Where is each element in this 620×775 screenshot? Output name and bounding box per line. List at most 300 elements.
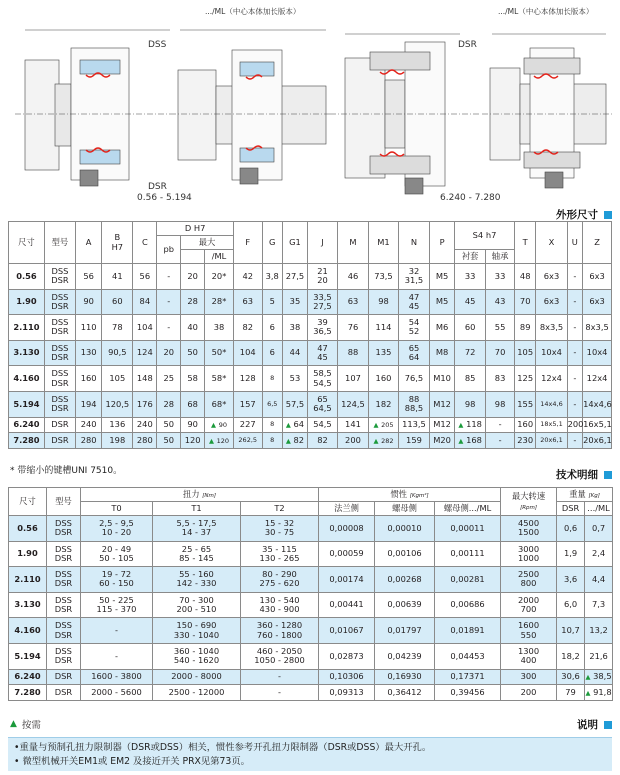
dim-cell-ml [205, 417, 234, 433]
heading-square-icon [604, 471, 612, 479]
tech-cell-size: 4.160 [9, 618, 47, 644]
dim-cell-g1: 44 [282, 340, 307, 366]
th-s-bearing: 轴承 [486, 250, 515, 264]
dim-cell-pb: 20 [157, 340, 181, 366]
dim-cell-c: 104 [133, 315, 157, 341]
dim-cell-p: M10 [430, 366, 455, 392]
dim-cell-f: 82 [233, 315, 262, 341]
dim-value-s1: 118 [466, 419, 482, 430]
legend-label: 按需 [21, 720, 41, 731]
dim-cell-f: 128 [233, 366, 262, 392]
drawing-svg [0, 0, 620, 208]
dim-cell-n: 76,5 [398, 366, 429, 392]
dim-cell-u: - [567, 289, 583, 315]
dimensions-footnote: * 带缩小的键槽UNI 7510。 [10, 466, 123, 476]
tech-cell-t2: 15 - 32 30 - 75 [241, 516, 319, 542]
tech-cell-t0: 19 - 72 60 - 150 [81, 567, 153, 593]
dim-cell-size: 3.130 [9, 340, 45, 366]
dim-cell-size: 0.56 [9, 264, 45, 290]
tech-cell-w1: 6,0 [557, 592, 585, 618]
dim-cell-c: 56 [133, 264, 157, 290]
tech-cell-speed: 200 [501, 685, 557, 701]
dim-cell-m1 [369, 433, 399, 449]
dim-cell-f: 63 [233, 289, 262, 315]
tech-cell-w2: 4,4 [585, 567, 613, 593]
dim-cell-pb: 28 [157, 391, 181, 417]
dim-cell-p: M12 [430, 417, 455, 433]
th-g1: G1 [282, 222, 307, 264]
tech-cell-w2: 0,7 [585, 516, 613, 542]
dimensions-row [9, 391, 612, 417]
tech-cell-i2: 0,00268 [375, 567, 435, 593]
th-b-label: B [114, 232, 121, 243]
tth-speed-label: 最大转速 [511, 491, 546, 502]
dim-value-m1: 205 [381, 421, 394, 430]
dimensions-title: 外形尺寸 [556, 209, 598, 221]
th-p: P [430, 222, 455, 264]
dim-cell-a: 56 [75, 264, 101, 290]
tech-cell-t0: 20 - 49 50 - 105 [81, 541, 153, 567]
tech-cell-speed: 1300 400 [501, 643, 557, 669]
triangle-icon: ▲ [285, 421, 291, 430]
th-u: U [567, 222, 583, 264]
dim-cell-x: 10x4 [536, 340, 567, 366]
triangle-icon: ▲ [373, 421, 379, 430]
tech-cell-t2: 460 - 2050 1050 - 2800 [241, 643, 319, 669]
tech-cell-speed: 2000 700 [501, 592, 557, 618]
tech-cell-w2: 7,3 [585, 592, 613, 618]
tech-cell-i3: 0,00686 [435, 592, 501, 618]
dim-cell-m: 63 [337, 289, 368, 315]
dim-cell-z: 6x3 [583, 289, 612, 315]
dimensions-row [9, 264, 612, 290]
technical-row [9, 643, 613, 669]
th-z: Z [583, 222, 612, 264]
tech-cell-size: 7.280 [9, 685, 47, 701]
dim-cell-g: 6 [262, 315, 282, 341]
dim-cell-max: 28 [181, 289, 205, 315]
dim-cell-x: 8x3,5 [536, 315, 567, 341]
tech-cell-i3: 0,04453 [435, 643, 501, 669]
tech-cell-size: 0.56 [9, 516, 47, 542]
dim-cell-t: 155 [514, 391, 536, 417]
tech-cell-t1: 5,5 - 17,5 14 - 37 [153, 516, 241, 542]
dimensions-row [9, 417, 612, 433]
tech-cell-i1: 0,01067 [319, 618, 375, 644]
dim-cell-m: 88 [337, 340, 368, 366]
th-f: F [233, 222, 262, 264]
tech-cell-i2: 0,16930 [375, 669, 435, 685]
tth-flange: 法兰侧 [319, 502, 375, 516]
dim-cell-model: DSS DSR [44, 264, 75, 290]
dim-cell-size: 7.280 [9, 433, 45, 449]
dim-cell-ml: 50* [205, 340, 234, 366]
tech-cell-t1: 2500 - 12000 [153, 685, 241, 701]
tth-nut: 螺母侧 [375, 502, 435, 516]
tech-cell-i3: 0,39456 [435, 685, 501, 701]
tech-cell-t2: 80 - 290 275 - 620 [241, 567, 319, 593]
dim-cell-pb: 50 [157, 433, 181, 449]
drawing-dss-ml [170, 30, 330, 184]
dim-value-s1: 168 [466, 434, 482, 445]
dim-cell-size: 4.160 [9, 366, 45, 392]
dim-cell-c: 176 [133, 391, 157, 417]
dimensions-row [9, 315, 612, 341]
dim-cell-p: M20 [430, 433, 455, 449]
tech-cell-t2: 360 - 1280 760 - 1800 [241, 618, 319, 644]
dim-cell-ml: 38 [205, 315, 234, 341]
dim-cell-a: 194 [75, 391, 101, 417]
dim-cell-a: 130 [75, 340, 101, 366]
th-n: N [398, 222, 429, 264]
dim-cell-s2: 83 [486, 366, 515, 392]
dim-cell-max: 40 [181, 315, 205, 341]
dsr-left-range: 0.56 - 5.194 [137, 193, 192, 203]
dim-value-g1: 82 [293, 434, 305, 445]
tech-cell-t0: 2,5 - 9,5 10 - 20 [81, 516, 153, 542]
notes-box [8, 737, 612, 771]
dim-cell-g: 3,8 [262, 264, 282, 290]
dim-value-ml: 90 [218, 421, 227, 430]
tech-cell-w1: 1,9 [557, 541, 585, 567]
th-c: C [133, 222, 157, 264]
dim-cell-g: 8 [262, 433, 282, 449]
dim-cell-model: DSS DSR [44, 366, 75, 392]
technical-row [9, 592, 613, 618]
tech-cell-w2 [585, 685, 613, 701]
legend [10, 717, 41, 731]
dim-cell-model: DSR [44, 417, 75, 433]
tech-cell-t0: 50 - 225 115 - 370 [81, 592, 153, 618]
dim-cell-n: 65 64 [398, 340, 429, 366]
tech-cell-t0: 2000 - 5600 [81, 685, 153, 701]
tech-cell-i1: 0,00008 [319, 516, 375, 542]
dim-cell-s2: - [486, 417, 515, 433]
tech-cell-model: DSS DSR [47, 618, 81, 644]
note-1: •重量与预制孔扭力限制器（DSR或DSS）相关，惯性参考开孔扭力限制器（DSR或DSS）最大开孔。 [14, 742, 432, 753]
th-g: G [262, 222, 282, 264]
tech-cell-w2: 2,4 [585, 541, 613, 567]
ml-caption-1: .../ML（中心本体加长版本） [205, 7, 301, 16]
dim-cell-model: DSS DSR [44, 289, 75, 315]
heading-square-icon [604, 721, 612, 729]
dim-cell-f: 157 [233, 391, 262, 417]
dim-cell-z: 12x4 [583, 366, 612, 392]
tech-cell-i2: 0,00639 [375, 592, 435, 618]
dim-cell-n: 159 [398, 433, 429, 449]
dim-cell-s2: 98 [486, 391, 515, 417]
tth-weight [557, 488, 613, 502]
th-x: X [536, 222, 567, 264]
dim-cell-s2: 33 [486, 264, 515, 290]
tech-cell-i2: 0,00010 [375, 516, 435, 542]
tth-inertia-unit: [Kgm²] [409, 492, 429, 499]
dim-cell-pb: 50 [157, 417, 181, 433]
tech-cell-i2: 0,36412 [375, 685, 435, 701]
dim-cell-s1: 98 [455, 391, 486, 417]
th-size: 尺寸 [9, 222, 45, 264]
heading-square-icon [604, 211, 612, 219]
dim-cell-u: - [567, 340, 583, 366]
dim-cell-b: 120,5 [102, 391, 133, 417]
dim-cell-x: 18x5,1 [536, 417, 567, 433]
dim-cell-s2: 70 [486, 340, 515, 366]
tech-cell-i1: 0,00174 [319, 567, 375, 593]
dim-cell-g: 8 [262, 366, 282, 392]
tech-cell-w1: 79 [557, 685, 585, 701]
tech-cell-size: 6.240 [9, 669, 47, 685]
dim-cell-ml: 68* [205, 391, 234, 417]
th-max-blank [181, 250, 205, 264]
dim-cell-x: 12x4 [536, 366, 567, 392]
dim-cell-j: 58,5 54,5 [308, 366, 338, 392]
dim-cell-u: 200 [567, 417, 583, 433]
dim-cell-m: 124,5 [337, 391, 368, 417]
tech-cell-model: DSS DSR [47, 541, 81, 567]
tth-model: 型号 [47, 488, 81, 516]
tech-cell-t0: - [81, 643, 153, 669]
dim-cell-ml: 28* [205, 289, 234, 315]
drawing-dsr-ml [482, 34, 612, 188]
dim-cell-t: 160 [514, 417, 536, 433]
dim-cell-c: 280 [133, 433, 157, 449]
th-b [102, 222, 133, 264]
dim-cell-c: 84 [133, 289, 157, 315]
tth-w-ml: .../ML [585, 502, 613, 516]
tech-cell-speed: 1600 550 [501, 618, 557, 644]
tech-cell-i3: 0,00111 [435, 541, 501, 567]
dim-cell-n: 88 88,5 [398, 391, 429, 417]
dim-cell-size: 5.194 [9, 391, 45, 417]
notes-title: 说明 [577, 719, 598, 731]
tech-cell-t0: - [81, 618, 153, 644]
dim-cell-a: 280 [75, 433, 101, 449]
technical-drawings [0, 0, 620, 208]
dim-cell-ml: 58* [205, 366, 234, 392]
dim-cell-g1 [282, 417, 307, 433]
th-b-tol: H7 [111, 241, 124, 252]
dim-cell-p: M5 [430, 289, 455, 315]
dim-cell-s1: 85 [455, 366, 486, 392]
dim-cell-n: 113,5 [398, 417, 429, 433]
dim-value-m1: 282 [381, 436, 394, 445]
technical-row [9, 541, 613, 567]
dimensions-row [9, 433, 612, 449]
tech-cell-w1: 10,7 [557, 618, 585, 644]
dim-cell-size: 2.110 [9, 315, 45, 341]
tech-cell-i2: 0,04239 [375, 643, 435, 669]
dim-cell-m1 [369, 417, 399, 433]
dim-cell-s1: 72 [455, 340, 486, 366]
dim-cell-t: 48 [514, 264, 536, 290]
tech-cell-w1: 30,6 [557, 669, 585, 685]
tech-cell-t1: 2000 - 8000 [153, 669, 241, 685]
tech-cell-model: DSR [47, 685, 81, 701]
tth-t2: T2 [241, 502, 319, 516]
tech-cell-i1: 0,10306 [319, 669, 375, 685]
triangle-icon: ▲ [585, 673, 591, 682]
dim-cell-f: 262,5 [233, 433, 262, 449]
tech-cell-size: 1.90 [9, 541, 47, 567]
dim-cell-z: 14x4,6 [583, 391, 612, 417]
dim-cell-g: 5 [262, 289, 282, 315]
dim-cell-n: 54 52 [398, 315, 429, 341]
dim-cell-m: 200 [337, 433, 368, 449]
dim-cell-size: 1.90 [9, 289, 45, 315]
dim-cell-c: 124 [133, 340, 157, 366]
dim-cell-a: 110 [75, 315, 101, 341]
th-m: M [337, 222, 368, 264]
tth-inertia [319, 488, 501, 502]
dim-cell-b: 60 [102, 289, 133, 315]
tech-cell-w1: 18,2 [557, 643, 585, 669]
dim-cell-s1: 60 [455, 315, 486, 341]
dimensions-row [9, 289, 612, 315]
technical-table [8, 487, 613, 701]
tth-inertia-label: 惯性 [390, 488, 408, 499]
dsr-label: DSR [458, 40, 477, 50]
tth-nut-ml: 螺母侧.../ML [435, 502, 501, 516]
dim-cell-u: - [567, 264, 583, 290]
dim-cell-t: 105 [514, 340, 536, 366]
tech-cell-size: 2.110 [9, 567, 47, 593]
dim-cell-j: 82 [308, 433, 338, 449]
dimensions-heading [556, 207, 612, 222]
tech-cell-i1: 0,00441 [319, 592, 375, 618]
dim-cell-m1: 135 [369, 340, 399, 366]
drawing-dss-left [15, 30, 170, 186]
dim-cell-m: 46 [337, 264, 368, 290]
dim-cell-j: 21 20 [308, 264, 338, 290]
tech-cell-w2: 13,2 [585, 618, 613, 644]
technical-heading [556, 467, 612, 482]
dim-cell-p: M12 [430, 391, 455, 417]
dim-value-ml: 120 [216, 436, 230, 445]
dim-cell-g1: 38 [282, 315, 307, 341]
dim-cell-ml [205, 433, 234, 449]
technical-row [9, 685, 613, 701]
dim-cell-max: 58 [181, 366, 205, 392]
dim-cell-j: 39 36,5 [308, 315, 338, 341]
dim-cell-n: 47 45 [398, 289, 429, 315]
tech-cell-i1: 0,02873 [319, 643, 375, 669]
dim-cell-t: 125 [514, 366, 536, 392]
tech-cell-i2: 0,00106 [375, 541, 435, 567]
dim-cell-j: 47 45 [308, 340, 338, 366]
dim-cell-max: 50 [181, 340, 205, 366]
dim-cell-g: 8 [262, 417, 282, 433]
dim-cell-model: DSS DSR [44, 315, 75, 341]
dim-cell-max: 120 [181, 433, 205, 449]
tech-value-w2: 38,5 [593, 671, 612, 682]
note-2: • 微型机械开关EM1或 EM2 及接近开关 PRX见第73页。 [14, 756, 250, 767]
dim-cell-g: 6,5 [262, 391, 282, 417]
triangle-icon: ▲ [285, 436, 291, 445]
dim-cell-m1: 73,5 [369, 264, 399, 290]
dim-cell-u: - [567, 315, 583, 341]
tech-value-w2: 91,8 [593, 686, 612, 697]
tech-cell-speed: 4500 1500 [501, 516, 557, 542]
dim-cell-c: 148 [133, 366, 157, 392]
dim-value-g1: 64 [293, 419, 305, 430]
th-model: 型号 [44, 222, 75, 264]
tech-cell-size: 3.130 [9, 592, 47, 618]
dim-cell-x: 14x4,6 [536, 391, 567, 417]
dim-cell-b: 78 [102, 315, 133, 341]
tth-speed-unit: [Rpm] [520, 504, 538, 511]
th-j: J [308, 222, 338, 264]
tech-cell-i3: 0,01891 [435, 618, 501, 644]
dim-cell-ml: 20* [205, 264, 234, 290]
dim-cell-j: 65 64,5 [308, 391, 338, 417]
tech-cell-t1: 150 - 690 330 - 1040 [153, 618, 241, 644]
th-s-sleeve: 衬套 [455, 250, 486, 264]
dim-cell-t: 89 [514, 315, 536, 341]
dim-cell-z: 10x4 [583, 340, 612, 366]
tech-cell-model: DSS DSR [47, 592, 81, 618]
dim-cell-a: 160 [75, 366, 101, 392]
triangle-icon: ▲ [373, 436, 379, 445]
th-s: S4 h7 [455, 222, 515, 250]
dim-cell-model: DSS DSR [44, 340, 75, 366]
dim-cell-b: 90,5 [102, 340, 133, 366]
dim-cell-g1: 57,5 [282, 391, 307, 417]
dim-cell-j: 54,5 [308, 417, 338, 433]
tech-cell-t2: 35 - 115 130 - 265 [241, 541, 319, 567]
ml-caption-2: .../ML（中心本体加长版本） [498, 7, 594, 16]
dim-cell-t: 70 [514, 289, 536, 315]
dim-cell-max: 68 [181, 391, 205, 417]
dim-cell-m: 107 [337, 366, 368, 392]
tech-cell-w1: 0,6 [557, 516, 585, 542]
dim-cell-s2: 43 [486, 289, 515, 315]
tth-speed [501, 488, 557, 516]
dim-cell-u: - [567, 433, 583, 449]
triangle-icon: ▲ [10, 719, 17, 729]
dim-cell-pb: 25 [157, 366, 181, 392]
tth-torque-label: 扭力 [183, 488, 200, 499]
tech-cell-i1: 0,00059 [319, 541, 375, 567]
tech-cell-model: DSS DSR [47, 567, 81, 593]
dim-cell-m1: 114 [369, 315, 399, 341]
tech-cell-i1: 0,09313 [319, 685, 375, 701]
dim-cell-g1 [282, 433, 307, 449]
tth-size: 尺寸 [9, 488, 47, 516]
dim-cell-f: 42 [233, 264, 262, 290]
tech-cell-w2 [585, 669, 613, 685]
tth-t0: T0 [81, 502, 153, 516]
dim-cell-s2: 55 [486, 315, 515, 341]
dim-cell-p: M6 [430, 315, 455, 341]
tech-cell-speed: 300 [501, 669, 557, 685]
dim-cell-f: 104 [233, 340, 262, 366]
dim-cell-p: M5 [430, 264, 455, 290]
dim-cell-pb: - [157, 289, 181, 315]
notes-heading [577, 717, 612, 732]
dim-cell-s1: 33 [455, 264, 486, 290]
dim-cell-t: 230 [514, 433, 536, 449]
dim-cell-pb: - [157, 315, 181, 341]
dim-cell-a: 240 [75, 417, 101, 433]
tth-torque [81, 488, 319, 502]
tech-cell-t1: 360 - 1040 540 - 1620 [153, 643, 241, 669]
dim-cell-b: 105 [102, 366, 133, 392]
tech-cell-speed: 2500 800 [501, 567, 557, 593]
dim-cell-s2: - [486, 433, 515, 449]
technical-row [9, 669, 613, 685]
triangle-icon: ▲ [211, 421, 217, 430]
th-d: D H7 [157, 222, 234, 236]
